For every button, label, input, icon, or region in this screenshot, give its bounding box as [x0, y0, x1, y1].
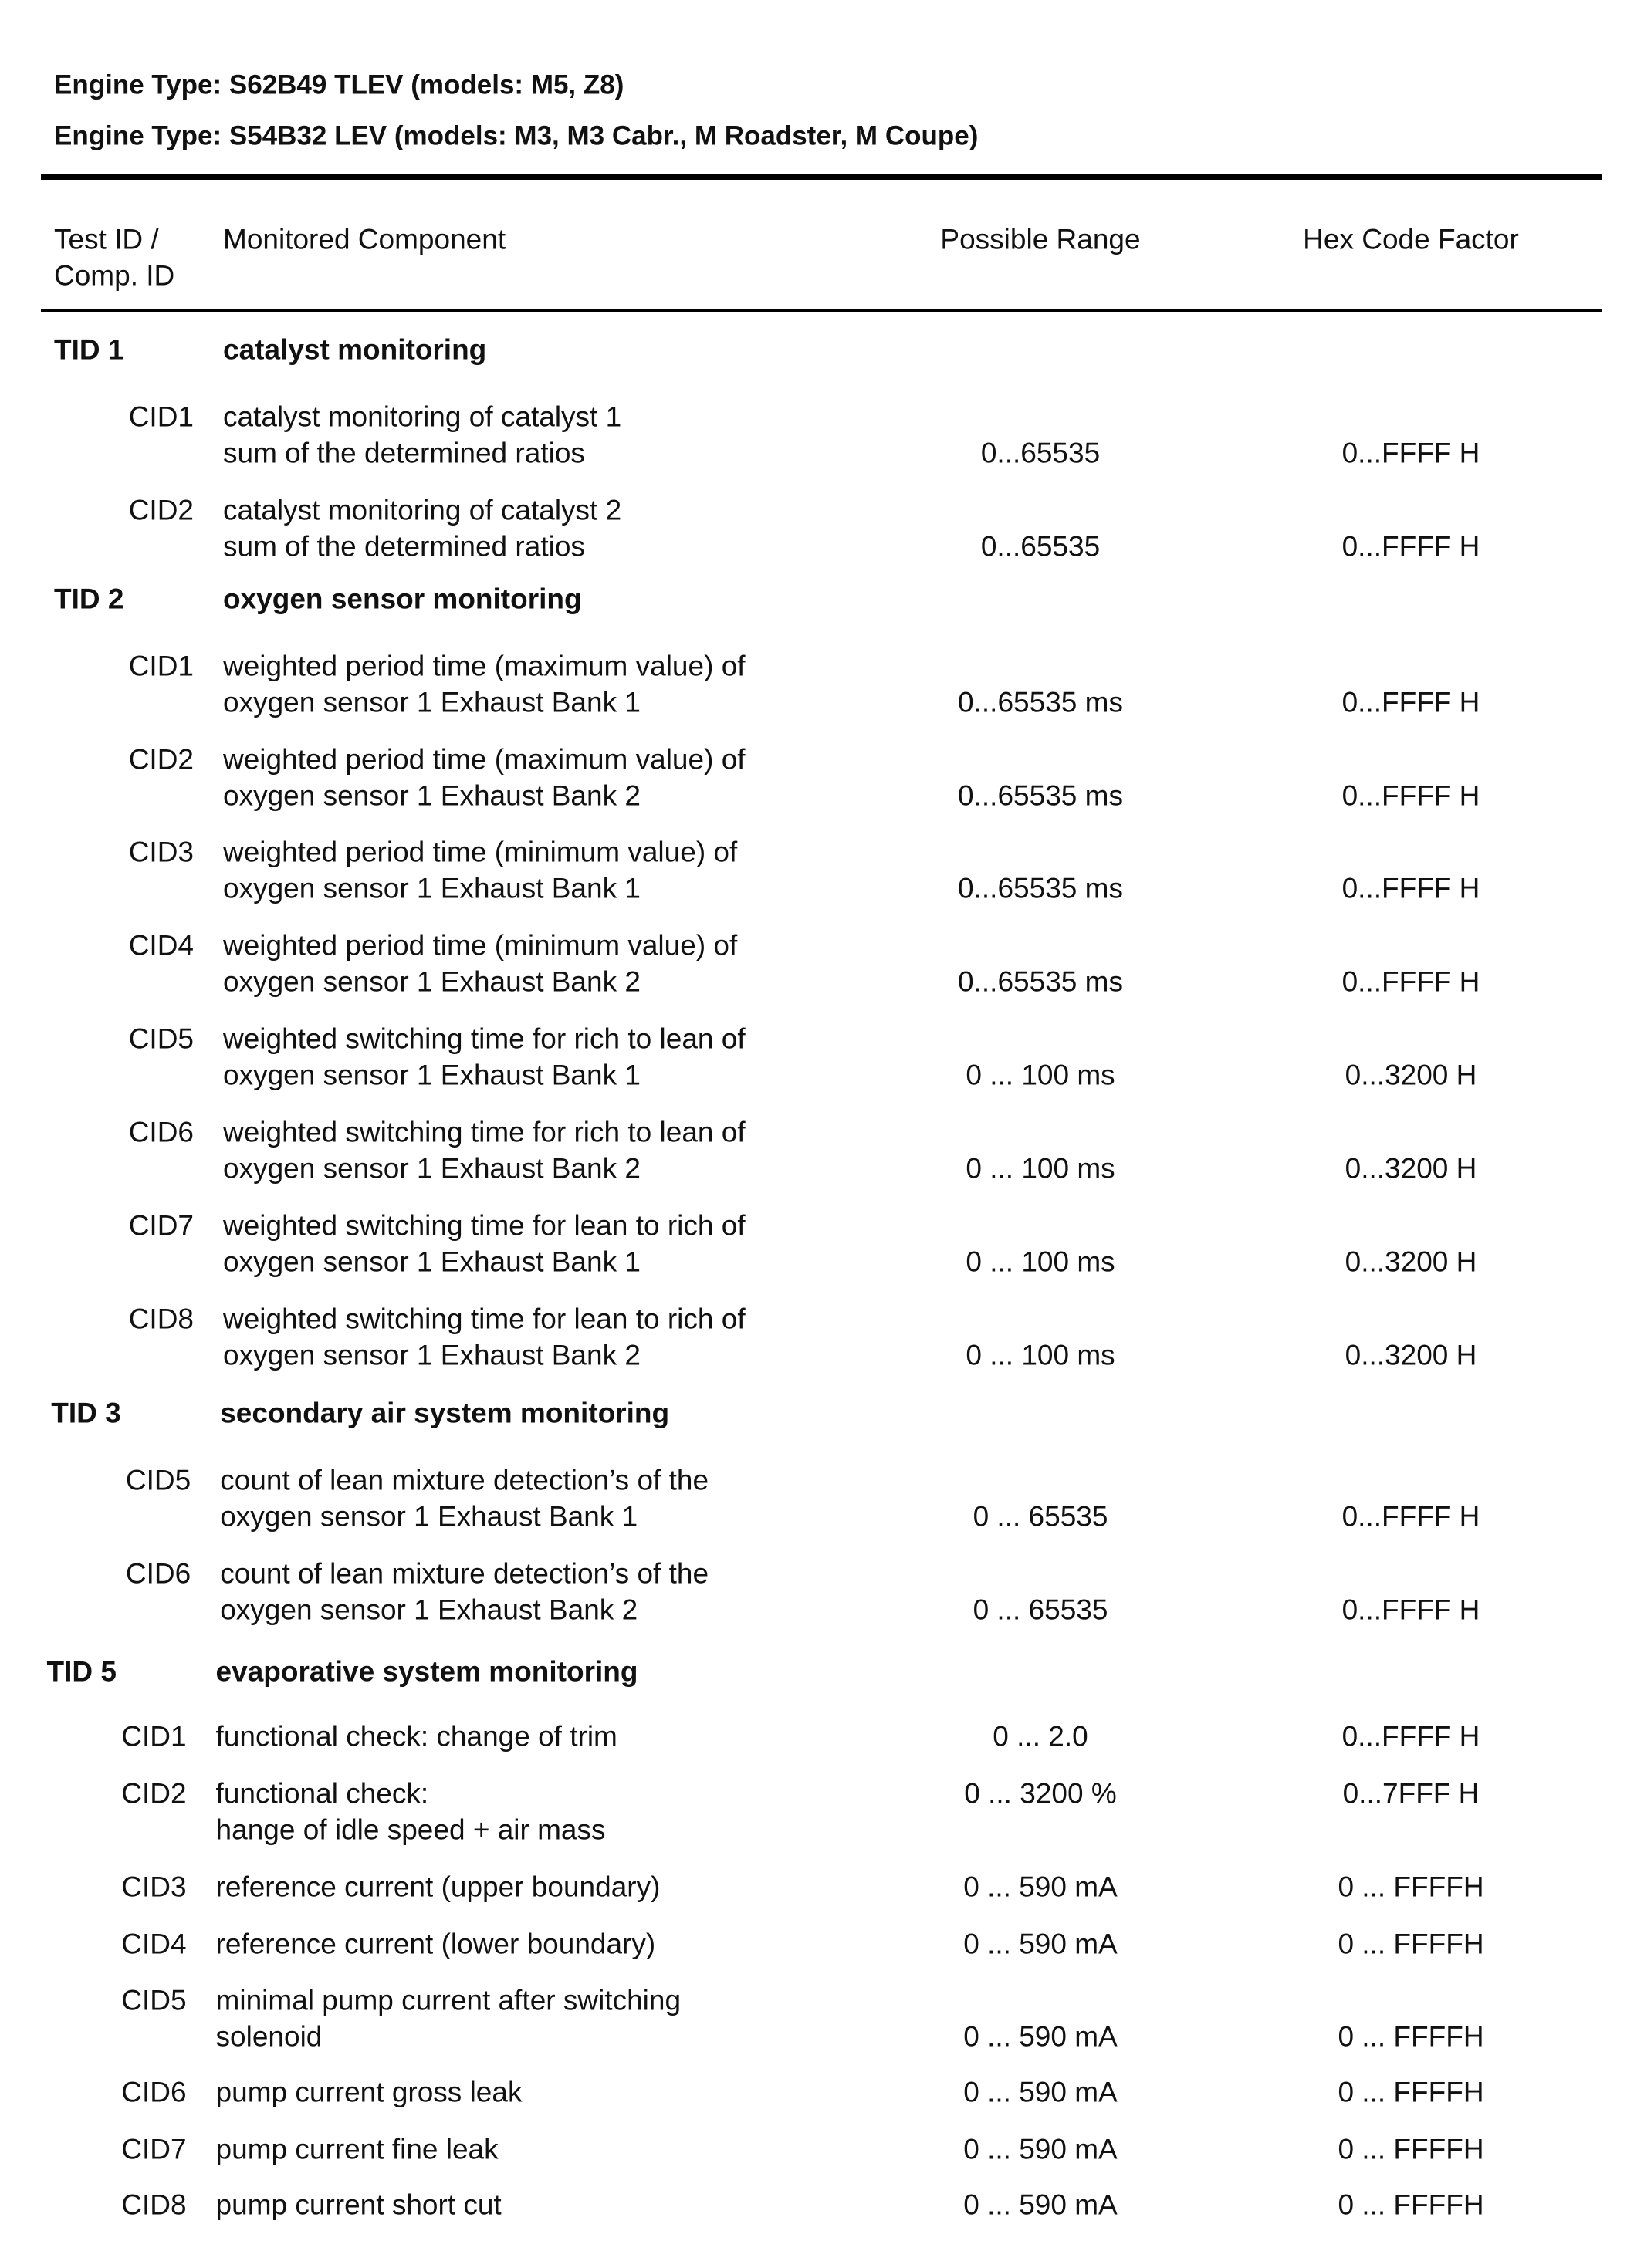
hex-code-factor: 0 ... FFFFH	[1338, 2133, 1484, 2165]
component-description: pump current short cut	[215, 2189, 502, 2221]
hex-code-factor: 0...3200 H	[1345, 1246, 1477, 1278]
possible-range: 0...65535	[980, 530, 1101, 563]
possible-range: 0 ... 590 mA	[963, 2020, 1118, 2053]
component-description: oxygen sensor 1 Exhaust Bank 2	[223, 965, 641, 998]
component-id: CID2	[121, 1777, 187, 1810]
section-title: secondary air system monitoring	[220, 1397, 670, 1429]
engine-type-title-2: Engine Type: S54B32 LEV (models: M3, M3 Cabr., M Roadster, M Coupe)	[54, 120, 979, 151]
hex-code-factor: 0 ... FFFFH	[1338, 2020, 1484, 2053]
component-id: CID6	[128, 1116, 194, 1148]
component-id: CID2	[128, 494, 194, 526]
possible-range: 0 ... 100 ms	[966, 1059, 1115, 1091]
component-description: oxygen sensor 1 Exhaust Bank 2	[223, 1339, 641, 1371]
possible-range: 0 ... 65535	[973, 1594, 1108, 1626]
component-description: sum of the determined ratios	[223, 437, 585, 469]
component-id: CID6	[121, 2076, 187, 2108]
test-id: TID 1	[54, 333, 124, 366]
possible-range: 0 ... 590 mA	[963, 2076, 1118, 2108]
test-id: TID 3	[51, 1397, 121, 1429]
component-id: CID4	[128, 929, 194, 962]
hex-code-factor: 0 ... FFFFH	[1338, 1928, 1484, 1960]
hex-code-factor: 0...3200 H	[1345, 1059, 1477, 1091]
hex-code-factor: 0 ... FFFFH	[1338, 2076, 1484, 2108]
possible-range: 0 ... 3200 %	[964, 1777, 1117, 1810]
header-hex-code-factor: Hex Code Factor	[1303, 223, 1519, 255]
possible-range: 0 ... 65535	[973, 1500, 1108, 1533]
component-id: CID1	[128, 650, 194, 682]
component-description: catalyst monitoring of catalyst 1	[223, 401, 622, 433]
component-description: reference current (lower boundary)	[215, 1928, 656, 1960]
component-description: oxygen sensor 1 Exhaust Bank 1	[223, 686, 641, 718]
component-description: pump current fine leak	[215, 2133, 499, 2165]
component-description: weighted period time (maximum value) of	[223, 743, 746, 776]
hex-code-factor: 0...FFFF H	[1341, 530, 1480, 563]
component-id: CID3	[121, 1871, 187, 1903]
component-id: CID5	[128, 1022, 194, 1055]
component-id: CID1	[128, 401, 194, 433]
possible-range: 0 ... 2.0	[993, 1720, 1088, 1753]
component-id: CID5	[125, 1464, 191, 1496]
header-monitored-component: Monitored Component	[223, 223, 506, 255]
component-description: oxygen sensor 1 Exhaust Bank 1	[223, 872, 641, 904]
hex-code-factor: 0...FFFF H	[1341, 872, 1480, 904]
component-description: weighted switching time for lean to rich of	[223, 1303, 746, 1335]
hex-code-factor: 0 ... FFFFH	[1338, 1871, 1484, 1903]
section-title: catalyst monitoring	[223, 333, 487, 366]
component-description: weighted switching time for rich to lean of	[223, 1022, 746, 1055]
component-id: CID2	[128, 743, 194, 776]
hex-code-factor: 0...FFFF H	[1341, 437, 1480, 469]
component-description: count of lean mixture detection’s of the	[220, 1557, 709, 1590]
component-description: solenoid	[215, 2020, 323, 2053]
possible-range: 0 ... 590 mA	[963, 2133, 1118, 2165]
component-id: CID4	[121, 1928, 187, 1960]
component-description: oxygen sensor 1 Exhaust Bank 2	[220, 1594, 638, 1626]
component-id: CID7	[121, 2133, 187, 2165]
possible-range: 0...65535 ms	[958, 872, 1123, 904]
header-possible-range: Possible Range	[940, 223, 1141, 255]
hex-code-factor: 0...3200 H	[1345, 1339, 1477, 1371]
hex-code-factor: 0...FFFF H	[1341, 965, 1480, 998]
header-divider	[41, 309, 1602, 312]
component-description: count of lean mixture detection’s of the	[220, 1464, 709, 1496]
possible-range: 0...65535 ms	[958, 965, 1123, 998]
component-description: weighted period time (maximum value) of	[223, 650, 746, 682]
component-id: CID3	[128, 836, 194, 868]
possible-range: 0 ... 590 mA	[963, 2189, 1118, 2221]
component-id: CID8	[121, 2189, 187, 2221]
section-title: oxygen sensor monitoring	[223, 583, 582, 615]
hex-code-factor: 0...FFFF H	[1341, 1720, 1480, 1753]
component-id: CID7	[128, 1209, 194, 1242]
possible-range: 0 ... 100 ms	[966, 1152, 1115, 1185]
test-id: TID 5	[46, 1655, 117, 1688]
component-id: CID8	[128, 1303, 194, 1335]
thick-divider	[41, 174, 1602, 180]
hex-code-factor: 0...FFFF H	[1341, 1594, 1480, 1626]
component-description: weighted period time (minimum value) of	[223, 929, 738, 962]
possible-range: 0...65535	[980, 437, 1101, 469]
component-id: CID6	[125, 1557, 191, 1590]
section-title: evaporative system monitoring	[215, 1655, 638, 1688]
component-description: oxygen sensor 1 Exhaust Bank 1	[220, 1500, 638, 1533]
component-description: pump current gross leak	[215, 2076, 523, 2108]
component-description: reference current (upper boundary)	[215, 1871, 661, 1903]
component-id: CID1	[121, 1720, 187, 1753]
component-description: weighted switching time for rich to lean of	[223, 1116, 746, 1148]
possible-range: 0 ... 100 ms	[966, 1339, 1115, 1371]
component-description: weighted period time (minimum value) of	[223, 836, 738, 868]
component-description: sum of the determined ratios	[223, 530, 585, 563]
component-description: oxygen sensor 1 Exhaust Bank 2	[223, 1152, 641, 1185]
hex-code-factor: 0...FFFF H	[1341, 1500, 1480, 1533]
possible-range: 0 ... 100 ms	[966, 1246, 1115, 1278]
possible-range: 0 ... 590 mA	[963, 1928, 1118, 1960]
possible-range: 0 ... 590 mA	[963, 1871, 1118, 1903]
component-description: functional check:	[215, 1777, 429, 1810]
hex-code-factor: 0...FFFF H	[1341, 779, 1480, 812]
possible-range: 0...65535 ms	[958, 686, 1123, 718]
engine-type-title-1: Engine Type: S62B49 TLEV (models: M5, Z8)	[54, 69, 624, 100]
header-test-id: Test ID /	[54, 223, 159, 255]
test-id: TID 2	[54, 583, 124, 615]
possible-range: 0...65535 ms	[958, 779, 1123, 812]
component-description: catalyst monitoring of catalyst 2	[223, 494, 622, 526]
component-description: functional check: change of trim	[215, 1720, 617, 1753]
component-description: minimal pump current after switching	[215, 1984, 682, 2016]
component-description: oxygen sensor 1 Exhaust Bank 1	[223, 1246, 641, 1278]
component-description: weighted switching time for lean to rich of	[223, 1209, 746, 1242]
hex-code-factor: 0...FFFF H	[1341, 686, 1480, 718]
component-description: hange of idle speed + air mass	[215, 1813, 606, 1846]
component-description: oxygen sensor 1 Exhaust Bank 2	[223, 779, 641, 812]
header-comp-id: Comp. ID	[54, 259, 175, 292]
hex-code-factor: 0...7FFF H	[1342, 1777, 1480, 1810]
hex-code-factor: 0...3200 H	[1345, 1152, 1477, 1185]
component-id: CID5	[121, 1984, 187, 2016]
component-description: oxygen sensor 1 Exhaust Bank 1	[223, 1059, 641, 1091]
hex-code-factor: 0 ... FFFFH	[1338, 2189, 1484, 2221]
